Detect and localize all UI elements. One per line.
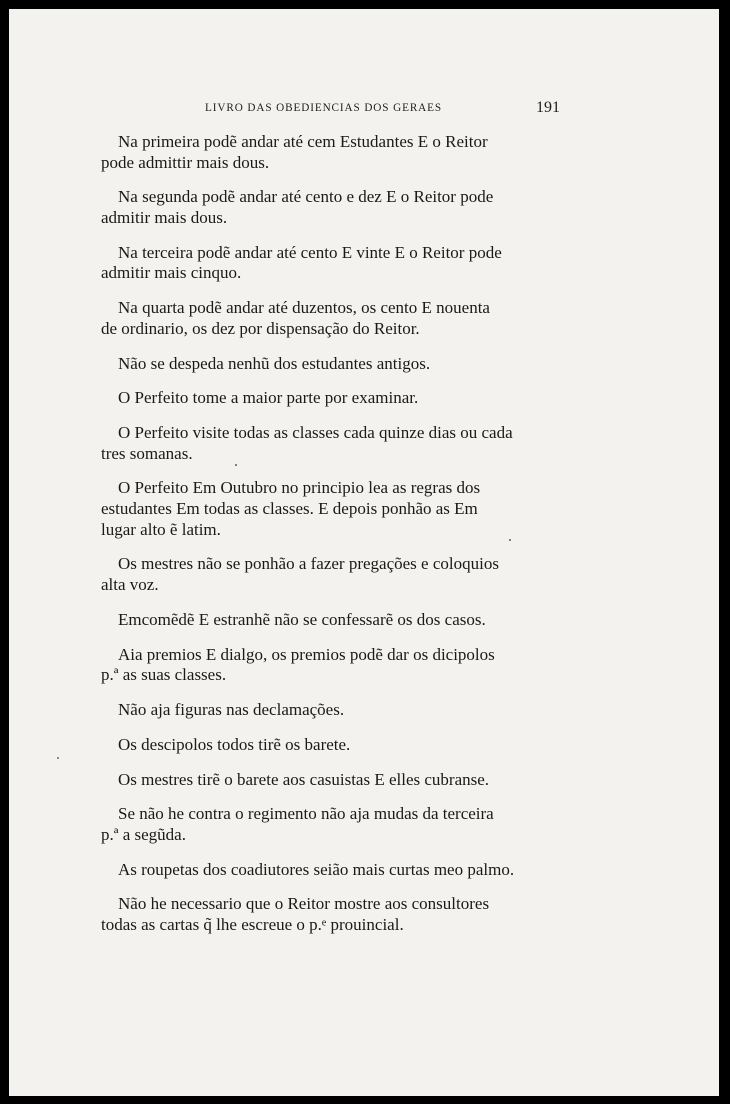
page-header [9, 99, 719, 126]
paragraph: As roupetas dos coadiutores seião mais curtas meo palmo. [118, 859, 515, 879]
page-number: 191 [536, 99, 560, 116]
paragraph: Na quarta podẽ andar até duzentos, os cento E nouenta de ordinario, os dez por dispensação do Reitor. [101, 298, 490, 338]
paragraph: Se não he contra o regimento não aja mudas da terceira p.ª a segũda. [101, 804, 494, 844]
paragraph: Aia premios E dialgo, os premios podẽ dar os dicipolos p.ª as suas classes. [101, 644, 495, 685]
paragraph: Emcomẽdẽ E estranhẽ não se confessarẽ os dos casos. [118, 609, 486, 629]
paragraph: Não he necessario que o Reitor mostre aos consultores todas as cartas q̃ lhe escreue o p.ᵉ prouincial. [101, 894, 490, 935]
running-title: LIVRO DAS OBEDIENCIAS DOS GERAES [205, 102, 443, 114]
paper-speck [235, 464, 237, 466]
paragraph: Na segunda podẽ andar até cento e dez E o Reitor pode admitir mais dous. [101, 187, 494, 227]
paper-speck [57, 757, 59, 759]
paragraph: Na primeira podẽ andar até cem Estudantes E o Reitor pode admittir mais dous. [101, 132, 488, 172]
paragraph: Os mestres tirẽ o barete aos casuistas E elles cubranse. [118, 769, 490, 789]
paragraph: O Perfeito Em Outubro no principio lea as regras dos estudantes Em todas as classes. E depois ponhão as Em lugar alto ẽ latim. [101, 478, 481, 539]
paragraph: O Perfeito visite todas as classes cada quinze dias ou cada tres somanas. [101, 423, 513, 463]
book-page [9, 9, 719, 1096]
page-body [101, 132, 573, 950]
paragraph: Não se despeda nenhũ dos estudantes antigos. [118, 353, 431, 373]
paragraph: Não aja figuras nas declamações. [118, 699, 345, 719]
paragraph: Os descipolos todos tirẽ os barete. [118, 734, 351, 754]
paragraph: Na terceira podẽ andar até cento E vinte E o Reitor pode admitir mais cinquo. [101, 242, 502, 283]
paragraph: Os mestres não se ponhão a fazer pregações e coloquios alta voz. [101, 554, 499, 594]
paragraph: O Perfeito tome a maior parte por examinar. [118, 388, 419, 408]
paper-speck [509, 539, 511, 541]
